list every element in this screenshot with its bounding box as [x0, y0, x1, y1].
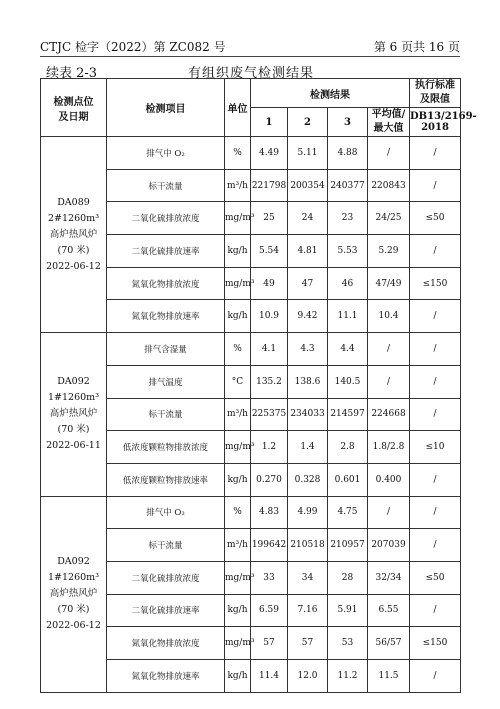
result-2-cell: 24 [288, 202, 328, 235]
unit-cell: mg/m³ [225, 561, 251, 594]
limit-cell: ≤50 [410, 202, 461, 235]
result-3-cell: 0.601 [328, 463, 368, 496]
unit-cell: kg/h [225, 463, 251, 496]
unit-cell: m³/h [225, 169, 251, 202]
result-2-cell: 234033 [288, 398, 328, 431]
header-location: 检测点位 及日期 [41, 79, 107, 137]
avg-max-cell: 24/25 [368, 202, 410, 235]
location-cell: DA092 1#1260m³ 高炉热风炉 (70 米) 2022-06-12 [41, 496, 107, 692]
unit-cell: % [225, 333, 251, 366]
unit-cell: mg/m³ [225, 627, 251, 660]
avg-max-cell: 1.8/2.8 [368, 431, 410, 464]
item-cell: 二氧化硫排放浓度 [107, 202, 225, 235]
results-table [40, 78, 477, 693]
result-3-cell: 5.53 [328, 235, 368, 268]
result-2-cell: 200354 [288, 169, 328, 202]
table-number: 续表 2-3 [46, 66, 98, 81]
unit-cell: kg/h [225, 660, 251, 693]
page-indicator: 第 6 页共 16 页 [373, 40, 460, 54]
item-cell: 二氧化硫排放速率 [107, 235, 225, 268]
result-3-cell: 5.91 [328, 594, 368, 627]
unit-cell: °C [225, 365, 251, 398]
result-1-cell: 135.2 [251, 365, 288, 398]
header-result-2: 2 [288, 108, 328, 137]
result-1-cell: 225375 [251, 398, 288, 431]
avg-max-cell: 10.4 [368, 300, 410, 333]
item-cell: 排气温度 [107, 365, 225, 398]
result-3-cell: 140.5 [328, 365, 368, 398]
limit-cell: ≤50 [410, 561, 461, 594]
header-unit: 单位 [225, 79, 251, 137]
limit-cell: ≤150 [410, 267, 461, 300]
result-2-cell: 210518 [288, 529, 328, 562]
limit-cell: ≤150 [410, 627, 461, 660]
unit-cell: m³/h [225, 529, 251, 562]
result-3-cell: 214597 [328, 398, 368, 431]
result-2-cell: 12.0 [288, 660, 328, 693]
result-1-cell: 4.83 [251, 496, 288, 529]
avg-max-cell: 5.29 [368, 235, 410, 268]
header-item: 检测项目 [107, 79, 225, 137]
table-row [41, 496, 461, 529]
avg-max-cell: 224668 [368, 398, 410, 431]
table-title: 有组织废气检测结果 [188, 66, 315, 81]
item-cell: 氮氧化物排放浓度 [107, 627, 225, 660]
result-2-cell: 1.4 [288, 431, 328, 464]
item-cell: 二氧化硫排放速率 [107, 594, 225, 627]
result-3-cell: 11.1 [328, 300, 368, 333]
avg-max-cell: 6.55 [368, 594, 410, 627]
limit-cell: / [410, 235, 461, 268]
result-2-cell: 7.16 [288, 594, 328, 627]
page-header [40, 38, 460, 58]
unit-cell: kg/h [225, 594, 251, 627]
unit-cell: mg/m³ [225, 267, 251, 300]
unit-cell: m³/h [225, 398, 251, 431]
result-2-cell: 5.11 [288, 137, 328, 170]
avg-max-cell: 47/49 [368, 267, 410, 300]
item-cell: 低浓度颗粒物排放浓度 [107, 431, 225, 464]
item-cell: 低浓度颗粒物排放速率 [107, 463, 225, 496]
avg-max-cell: 11.5 [368, 660, 410, 693]
item-cell: 标干流量 [107, 169, 225, 202]
header-result-3: 3 [328, 108, 368, 137]
item-cell: 氮氧化物排放浓度 [107, 267, 225, 300]
header-avg-max: 平均值/ 最大值 [368, 108, 410, 137]
item-cell: 标干流量 [107, 529, 225, 562]
avg-max-cell: 32/34 [368, 561, 410, 594]
report-number: CTJC 检字（2022）第 ZC082 号 [40, 40, 226, 54]
avg-max-cell: 0.400 [368, 463, 410, 496]
avg-max-cell: 56/57 [368, 627, 410, 660]
result-2-cell: 138.6 [288, 365, 328, 398]
item-cell: 氮氧化物排放速率 [107, 660, 225, 693]
limit-cell: / [410, 463, 461, 496]
limit-cell: / [410, 300, 461, 333]
item-cell: 排气中 O₂ [107, 496, 225, 529]
result-3-cell: 240377 [328, 169, 368, 202]
avg-max-cell: 220843 [368, 169, 410, 202]
result-1-cell: 33 [251, 561, 288, 594]
avg-max-cell: 207039 [368, 529, 410, 562]
table-row [41, 333, 461, 366]
avg-max-cell: / [368, 333, 410, 366]
result-1-cell: 1.2 [251, 431, 288, 464]
location-cell: DA089 2#1260m³ 高炉热风炉 (70 米) 2022-06-12 [41, 137, 107, 333]
limit-cell: / [410, 169, 461, 202]
item-cell: 排气含湿量 [107, 333, 225, 366]
item-cell: 标干流量 [107, 398, 225, 431]
limit-cell: / [410, 137, 461, 170]
result-1-cell: 221798 [251, 169, 288, 202]
unit-cell: kg/h [225, 235, 251, 268]
header-limit: 执行标准 及限值 [410, 79, 461, 108]
result-1-cell: 5.54 [251, 235, 288, 268]
result-2-cell: 0.328 [288, 463, 328, 496]
result-1-cell: 4.1 [251, 333, 288, 366]
avg-max-cell: / [368, 137, 410, 170]
result-2-cell: 4.99 [288, 496, 328, 529]
result-2-cell: 34 [288, 561, 328, 594]
limit-cell: / [410, 365, 461, 398]
result-3-cell: 53 [328, 627, 368, 660]
result-1-cell: 0.270 [251, 463, 288, 496]
result-3-cell: 210957 [328, 529, 368, 562]
result-2-cell: 47 [288, 267, 328, 300]
table-row [41, 137, 461, 170]
unit-cell: mg/m³ [225, 431, 251, 464]
avg-max-cell: / [368, 496, 410, 529]
result-1-cell: 11.4 [251, 660, 288, 693]
result-3-cell: 4.75 [328, 496, 368, 529]
result-2-cell: 9.42 [288, 300, 328, 333]
result-3-cell: 23 [328, 202, 368, 235]
result-2-cell: 4.81 [288, 235, 328, 268]
header-divider [40, 56, 460, 57]
item-cell: 二氧化硫排放浓度 [107, 561, 225, 594]
unit-cell: mg/m³ [225, 202, 251, 235]
limit-cell: / [410, 333, 461, 366]
result-1-cell: 10.9 [251, 300, 288, 333]
header-results: 检测结果 [251, 79, 410, 108]
item-cell: 氮氧化物排放速率 [107, 300, 225, 333]
limit-cell: / [410, 660, 461, 693]
result-1-cell: 6.59 [251, 594, 288, 627]
limit-cell: / [410, 398, 461, 431]
header-result-1: 1 [251, 108, 288, 137]
result-3-cell: 4.4 [328, 333, 368, 366]
result-3-cell: 2.8 [328, 431, 368, 464]
result-1-cell: 57 [251, 627, 288, 660]
result-2-cell: 57 [288, 627, 328, 660]
result-3-cell: 28 [328, 561, 368, 594]
result-1-cell: 4.49 [251, 137, 288, 170]
avg-max-cell: / [368, 365, 410, 398]
header-standard: DB13/2169- 2018 [410, 108, 461, 137]
result-3-cell: 4.88 [328, 137, 368, 170]
unit-cell: kg/h [225, 300, 251, 333]
result-2-cell: 4.3 [288, 333, 328, 366]
location-cell: DA092 1#1260m³ 高炉热风炉 (70 米) 2022-06-11 [41, 333, 107, 496]
item-cell: 排气中 O₂ [107, 137, 225, 170]
result-1-cell: 25 [251, 202, 288, 235]
limit-cell: / [410, 594, 461, 627]
limit-cell: / [410, 496, 461, 529]
result-3-cell: 46 [328, 267, 368, 300]
limit-cell: ≤10 [410, 431, 461, 464]
result-3-cell: 11.2 [328, 660, 368, 693]
unit-cell: % [225, 496, 251, 529]
unit-cell: % [225, 137, 251, 170]
result-1-cell: 49 [251, 267, 288, 300]
limit-cell: / [410, 529, 461, 562]
result-1-cell: 199642 [251, 529, 288, 562]
